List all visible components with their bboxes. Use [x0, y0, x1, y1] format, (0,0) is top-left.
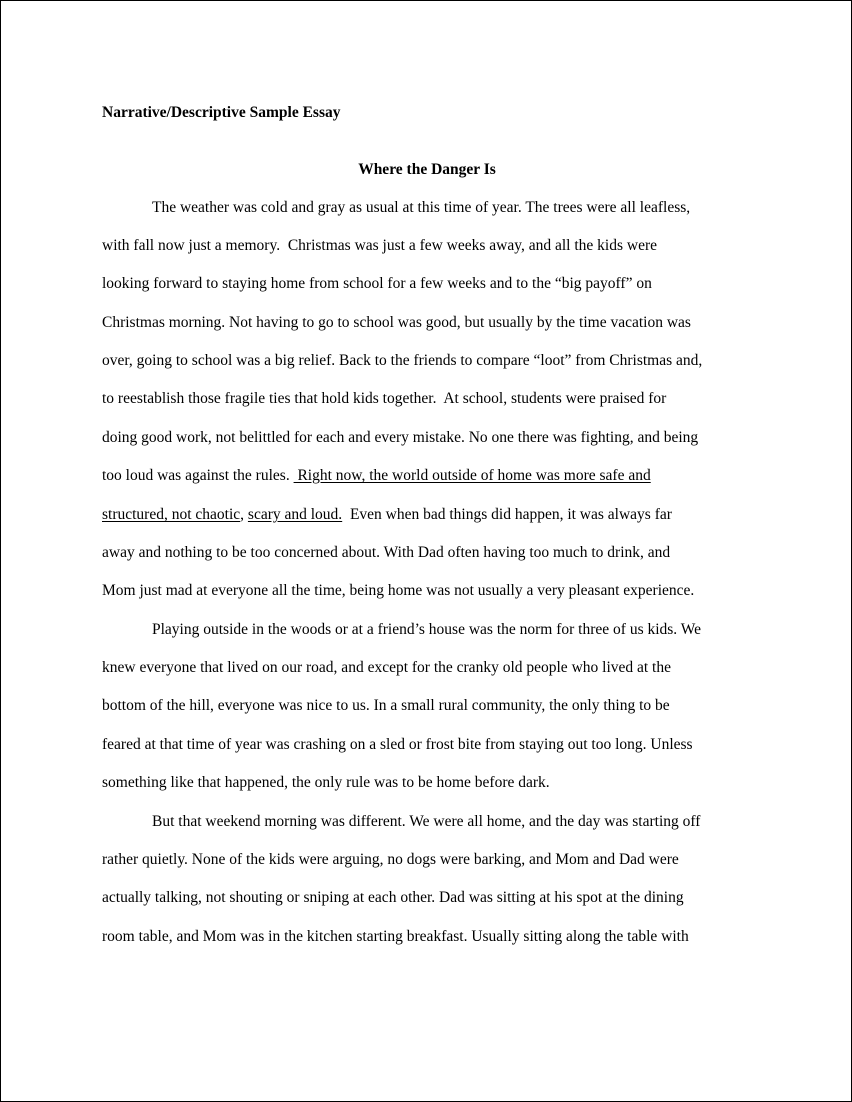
essay-title: Where the Danger Is: [358, 161, 496, 178]
line-text: with fall now just a memory. Christmas was just a few weeks away, and all the kids were: [102, 237, 657, 254]
essay-line: [102, 350, 702, 372]
essay-line: [102, 465, 651, 487]
line-text: something like that happened, the only rule was to be home before dark.: [102, 774, 550, 791]
line-text: to reestablish those fragile ties that hold kids together. At school, students were praised for: [102, 390, 667, 407]
essay-line: [102, 734, 693, 756]
line-text: looking forward to staying home from school for a few weeks and to the “big payoff” on: [102, 275, 652, 292]
document-label: Narrative/Descriptive Sample Essay: [102, 104, 341, 121]
line-text: bottom of the hill, everyone was nice to us. In a small rural community, the only thing to be: [102, 697, 670, 714]
line-text: over, going to school was a big relief. Back to the friends to compare “loot” from Christmas and,: [102, 352, 703, 369]
essay-line: [152, 811, 700, 833]
essay-line: [102, 580, 694, 602]
essay-line: [102, 849, 679, 871]
essay-line: [102, 427, 698, 449]
line-text: rather quietly. None of the kids were arguing, no dogs were barking, and Mom and Dad were: [102, 851, 679, 868]
essay-line: [102, 772, 550, 794]
line-text: But that weekend morning was different. We were all home, and the day was starting off: [152, 813, 701, 830]
essay-line: [152, 619, 701, 641]
underlined-text: Right now, the world outside of home was more safe and: [293, 467, 651, 484]
line-text: actually talking, not shouting or sniping at each other. Dad was sitting at his spot at the dining: [102, 889, 684, 906]
line-text: doing good work, not belittled for each and every mistake. No one there was fighting, and being: [102, 429, 699, 446]
essay-line: [102, 273, 652, 295]
essay-line: [102, 235, 657, 257]
essay-line: [102, 504, 672, 526]
line-text: away and nothing to be too concerned about. With Dad often having too much to drink, and: [102, 544, 671, 561]
underlined-text: scary and loud.: [247, 506, 343, 523]
line-text: Playing outside in the woods or at a friend’s house was the norm for three of us kids. We: [152, 621, 702, 638]
essay-line: [102, 542, 670, 564]
line-text: feared at that time of year was crashing on a sled or frost bite from staying out too long. Unless: [102, 736, 693, 753]
line-text: Christmas morning. Not having to go to school was good, but usually by the time vacation was: [102, 314, 691, 331]
essay-line: [102, 312, 691, 334]
essay-line: [102, 388, 666, 410]
line-text: Even when bad things did happen, it was always far: [342, 506, 672, 523]
essay-line: [102, 695, 670, 717]
line-text: too loud was against the rules.: [102, 467, 294, 484]
essay-line: [102, 657, 671, 679]
line-text: The weather was cold and gray as usual at this time of year. The trees were all leafless,: [152, 199, 691, 216]
essay-line: [152, 197, 690, 219]
underlined-text: structured, not chaotic: [102, 506, 241, 523]
essay-line: [102, 926, 689, 948]
line-text: room table, and Mom was in the kitchen starting breakfast. Usually sitting along the table with: [102, 928, 689, 945]
essay-line: [102, 887, 684, 909]
line-text: knew everyone that lived on our road, and except for the cranky old people who lived at the: [102, 659, 671, 676]
line-text: ,: [240, 506, 248, 523]
line-text: Mom just mad at everyone all the time, being home was not usually a very pleasant experience.: [102, 582, 695, 599]
